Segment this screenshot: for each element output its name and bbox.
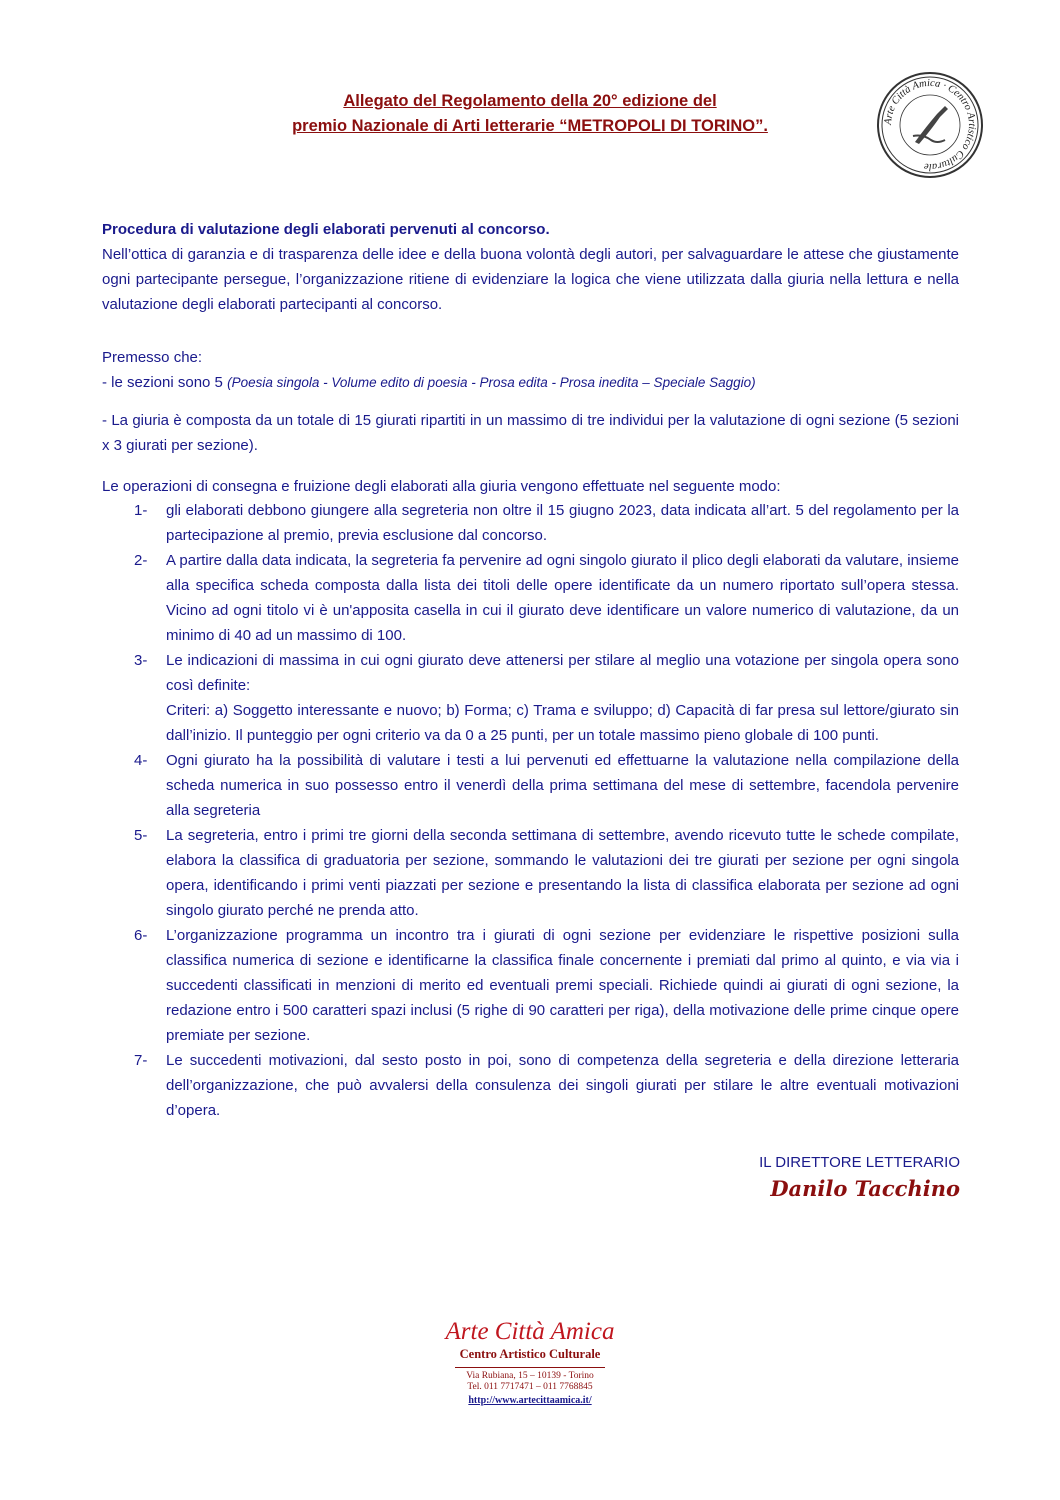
list-item-text: La segreteria, entro i primi tre giorni della seconda settimana di settembre, avendo ricevuto tutte le schede compilate, elabora la classifica di graduatoria per sezione, sommando le valutazioni dei tre giurati per sezione per ogni singola opera, identificando i primi venti piazzati per sezione e presentando la lista di classifica elaborata per sezione ad ogni singolo giurato perché ne prenda atto. <box>166 827 959 919</box>
list-item-number: 6- <box>134 927 148 944</box>
footer-phone: Tel. 011 7717471 – 011 7768845 <box>467 1382 593 1392</box>
footer-subtitle: Centro Artistico Culturale <box>459 1347 601 1361</box>
operations-intro: Le operazioni di consegna e fruizione degli elaborati alla giuria vengono effettuate nel seguente modo: <box>102 478 781 495</box>
sections-list: (Poesia singola - Volume edito di poesia - Prosa edita - Prosa inedita – Speciale Saggio) <box>227 375 756 390</box>
association-seal-logo <box>875 70 985 180</box>
list-item-text: gli elaborati debbono giungere alla segreteria non oltre il 15 giugno 2023, data indicata all’art. 5 del regolamento per la partecipazione al premio, previa esclusione dal concorso. <box>166 502 959 544</box>
director-role: IL DIRETTORE LETTERARIO <box>759 1154 960 1171</box>
list-item-number: 7- <box>134 1052 148 1069</box>
document-title-line-1: Allegato del Regolamento della 20° edizione del <box>343 92 717 110</box>
list-item-text: Ogni giurato ha la possibilità di valutare i testi a lui pervenuti ed effettuarne la valutazione nella compilazione della scheda numerica in suo possesso entro il venerdì della prima settimana del mese di settembre, facendola pervenire alla segreteria <box>166 752 959 819</box>
jury-paragraph: - La giuria è composta da un totale di 15 giurati ripartiti in un massimo di tre individui per la valutazione di ogni sezione (5 sezioni x 3 giurati per sezione). <box>102 412 959 454</box>
list-item <box>102 823 959 923</box>
list-item-number: 4- <box>134 752 148 769</box>
list-item-number: 5- <box>134 827 148 844</box>
list-item-text: Le succedenti motivazioni, dal sesto posto in poi, sono di competenza della segreteria e della direzione letteraria dell’organizzazione, che può avvalersi della consulenza dei singoli giurati per stilare le altre eventuali motivazioni d’opera. <box>166 1052 959 1119</box>
footer-website-link[interactable]: http://www.artecittaamica.it/ <box>468 1395 592 1406</box>
list-item <box>102 748 959 823</box>
list-item-number: 2- <box>134 552 148 569</box>
list-item <box>102 548 959 648</box>
seal-text: Arte Città Amica · Centro Artistico Culturale <box>882 77 978 173</box>
section-heading: Procedura di valutazione degli elaborati pervenuti al concorso. <box>102 221 550 238</box>
list-item-text: Le indicazioni di massima in cui ogni giurato deve attenersi per stilare al meglio una votazione per singola opera sono così definite: <box>166 652 959 694</box>
sections-line <box>102 370 959 395</box>
list-item <box>102 923 959 1048</box>
list-item-text: L’organizzazione programma un incontro tra i giurati di ogni sezione per evidenziare le rispettive posizioni sulla classifica numerica di sezione e identificarne la classifica finale concernente i premiati dal primo al quinto, e via via i succedenti classificati in menzioni di merito ed eventuali premi speciali. Richiede quindi ai giurati di ogni sezione, la redazione entro i 500 caratteri spazi inclusi (5 righe di 90 caratteri per riga), della motivazione delle prime cinque opere premiate per sezione. <box>166 927 959 1044</box>
footer-logo <box>430 1318 630 1406</box>
list-item <box>102 648 959 748</box>
list-item <box>102 498 959 548</box>
premises-section <box>102 345 959 395</box>
procedure-list <box>102 498 959 1123</box>
list-item <box>102 1048 959 1123</box>
sections-prefix: - le sezioni sono 5 <box>102 374 228 391</box>
premesso-label: Premesso che: <box>102 349 203 366</box>
criteria-text: Criteri: a) Soggetto interessante e nuovo; b) Forma; c) Trama e sviluppo; d) Capacità di far presa sul lettore/giurato sin dall’inizio. Il punteggio per ogni criterio va da 0 a 25 punti, per un totale massimo pieno globale di 100 punti. <box>166 702 959 744</box>
intro-paragraph: Nell’ottica di garanzia e di trasparenza delle idee e della buona volontà degli autori, per salvaguardare le attese che giustamente ogni partecipante persegue, l’organizzazione ritiene di evidenziare la logica che viene utilizzata dalla giuria nella lettura e nella valutazione degli elaborati partecipanti al concorso. <box>102 246 959 313</box>
document-title-line-2: premio Nazionale di Arti letterarie “METROPOLI DI TORINO”. <box>292 117 768 135</box>
list-item-text: A partire dalla data indicata, la segreteria fa pervenire ad ogni singolo giurato il plico degli elaborati da valutare, insieme alla specifica scheda composta dalla lista dei titoli delle opere identificate da un numero riportato sull’opera stessa. Vicino ad ogni titolo vi è un'apposita casella in cui il giurato deve identificare un valore numerico di valutazione, da un minimo di 40 ad un massimo di 100. <box>166 552 959 644</box>
footer-divider <box>455 1367 605 1368</box>
footer-address: Via Rubiana, 15 – 10139 - Torino <box>466 1371 594 1381</box>
intro-section <box>102 217 959 317</box>
list-item-number: 3- <box>134 652 148 669</box>
director-signature: Danilo Tacchino <box>770 1176 960 1201</box>
list-item-number: 1- <box>134 502 148 519</box>
footer-org-name: Arte Città Amica <box>445 1318 615 1345</box>
